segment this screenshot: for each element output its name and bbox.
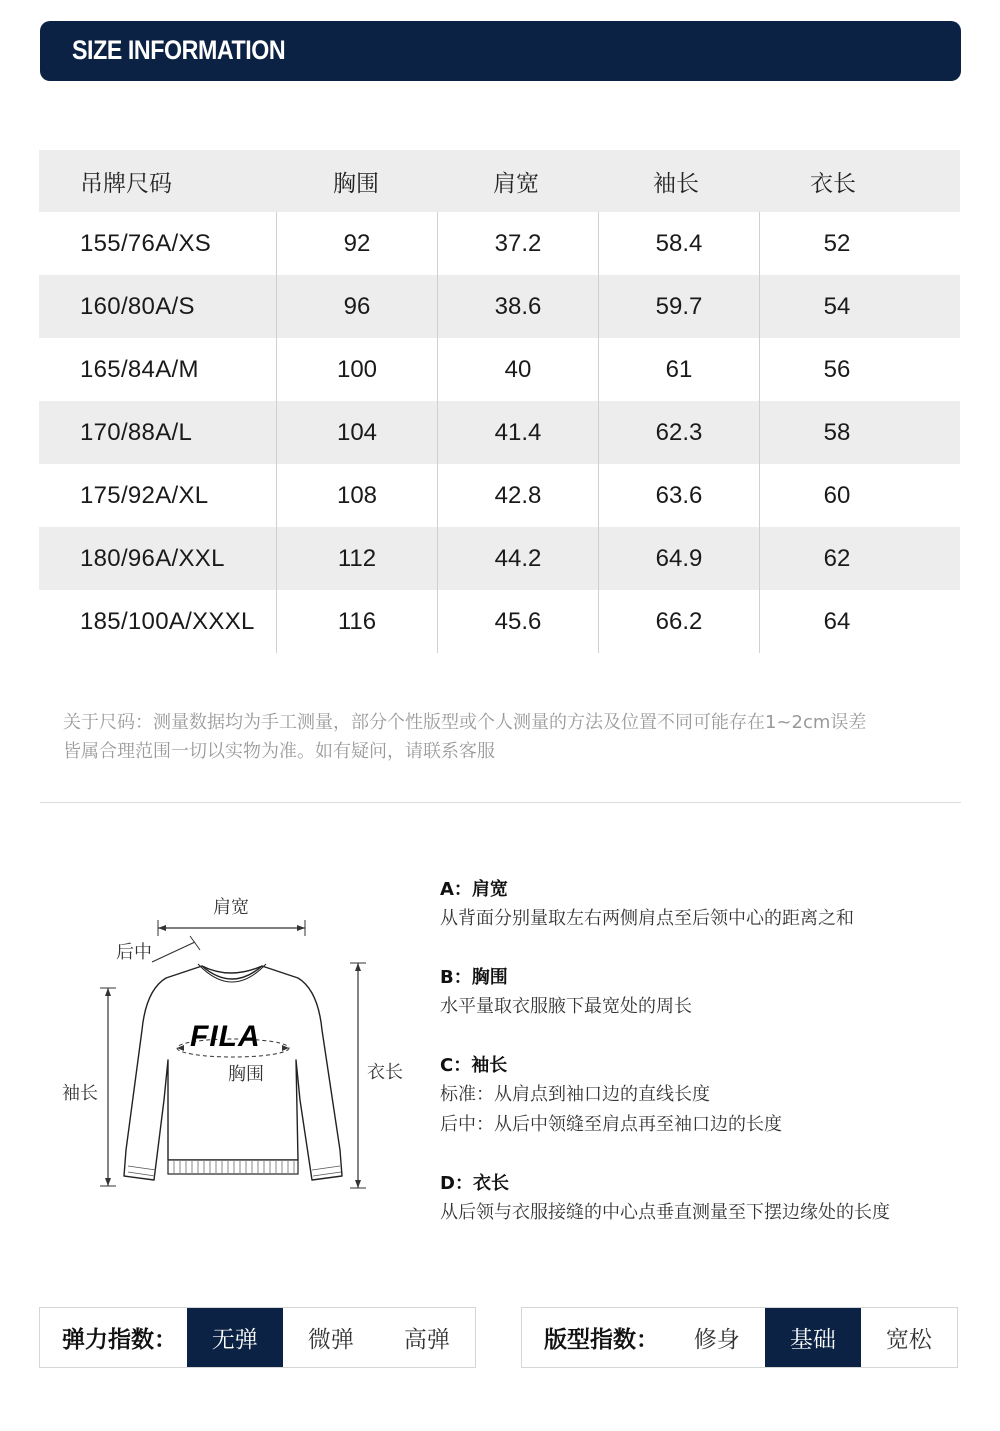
fit-label: 版型指数： xyxy=(544,1327,659,1353)
definition-shoulder xyxy=(440,876,980,934)
definition-length xyxy=(440,1170,980,1228)
table-row xyxy=(39,338,960,401)
cell-chest: 112 xyxy=(276,527,437,590)
cell-length: 60 xyxy=(759,464,914,527)
divider xyxy=(40,802,961,803)
cell-size: 180/96A/XXL xyxy=(80,544,225,572)
fit-index xyxy=(521,1307,958,1368)
elasticity-label: 弹力指数： xyxy=(62,1327,177,1353)
cell-size: 160/80A/S xyxy=(80,292,195,320)
cell-shoulder: 42.8 xyxy=(437,464,598,527)
fit-option-slim[interactable]: 修身 xyxy=(693,1327,740,1353)
cell-sleeve: 63.6 xyxy=(598,464,759,527)
note-line-2: 皆属合理范围一切以实物为准。如有疑问，请联系客服 xyxy=(63,741,495,762)
note-line-1: 关于尺码：测量数据均为手工测量，部分个性版型或个人测量的方法及位置不同可能存在1~2cm误差 xyxy=(63,712,867,733)
definition-sleeve xyxy=(440,1052,980,1140)
definition-chest xyxy=(440,964,980,1022)
definition-title: A：肩宽 xyxy=(440,879,508,900)
cell-shoulder: 37.2 xyxy=(437,212,598,275)
cell-sleeve: 66.2 xyxy=(598,590,759,653)
cell-chest: 104 xyxy=(276,401,437,464)
elasticity-index xyxy=(39,1307,476,1368)
cell-shoulder: 38.6 xyxy=(437,275,598,338)
elasticity-option-none[interactable]: 无弹 xyxy=(187,1308,283,1367)
cell-size: 165/84A/M xyxy=(80,355,199,383)
diagram-label-length: 衣长 xyxy=(367,1062,403,1083)
cell-shoulder: 41.4 xyxy=(437,401,598,464)
cell-chest: 92 xyxy=(276,212,437,275)
diagram-label-back-center: 后中 xyxy=(116,942,152,963)
definition-title: D：衣长 xyxy=(440,1173,509,1194)
cell-sleeve: 58.4 xyxy=(598,212,759,275)
definition-title: B：胸围 xyxy=(440,967,508,988)
cell-chest: 96 xyxy=(276,275,437,338)
cell-shoulder: 45.6 xyxy=(437,590,598,653)
cell-shoulder: 44.2 xyxy=(437,527,598,590)
cell-length: 52 xyxy=(759,212,914,275)
header-cell-shoulder: 肩宽 xyxy=(493,170,539,197)
size-note xyxy=(63,708,963,766)
cell-length: 58 xyxy=(759,401,914,464)
cell-chest: 100 xyxy=(276,338,437,401)
cell-size: 170/88A/L xyxy=(80,418,193,446)
measurement-diagram xyxy=(50,880,420,1210)
fit-option-loose[interactable]: 宽松 xyxy=(885,1327,932,1353)
cell-length: 56 xyxy=(759,338,914,401)
header-cell-chest: 胸围 xyxy=(333,170,379,197)
table-header-row xyxy=(39,150,960,212)
table-row xyxy=(39,212,960,275)
header-cell-length: 衣长 xyxy=(810,170,856,197)
cell-chest: 116 xyxy=(276,590,437,653)
definition-text: 从后领与衣服接缝的中心点垂直测量至下摆边缘处的长度 xyxy=(440,1202,890,1223)
definition-title: C：袖长 xyxy=(440,1055,508,1076)
page-title: SIZE INFORMATION xyxy=(72,35,286,65)
cell-size: 175/92A/XL xyxy=(80,481,209,509)
diagram-label-logo: FILA xyxy=(190,1020,261,1053)
table-row xyxy=(39,527,960,590)
size-table xyxy=(39,150,960,653)
cell-length: 62 xyxy=(759,527,914,590)
definition-text: 从背面分别量取左右两侧肩点至后领中心的距离之和 xyxy=(440,908,854,929)
cell-length: 64 xyxy=(759,590,914,653)
elasticity-option-high[interactable]: 高弹 xyxy=(403,1327,450,1353)
cell-chest: 108 xyxy=(276,464,437,527)
definition-text: 水平量取衣服腋下最宽处的周长 xyxy=(440,996,692,1017)
definition-text: 后中：从后中领缝至肩点再至袖口边的长度 xyxy=(440,1114,782,1135)
header-bar xyxy=(40,21,961,81)
cell-sleeve: 64.9 xyxy=(598,527,759,590)
cell-shoulder: 40 xyxy=(437,338,598,401)
table-row xyxy=(39,590,960,653)
cell-size: 155/76A/XS xyxy=(80,229,212,257)
cell-sleeve: 61 xyxy=(598,338,759,401)
measurement-definitions xyxy=(440,876,980,1258)
diagram-label-sleeve: 袖长 xyxy=(62,1083,98,1104)
cell-sleeve: 62.3 xyxy=(598,401,759,464)
diagram-label-shoulder: 肩宽 xyxy=(213,897,249,918)
header-cell-sleeve: 袖长 xyxy=(653,170,699,197)
fit-option-regular[interactable]: 基础 xyxy=(765,1308,861,1367)
table-row xyxy=(39,464,960,527)
cell-size: 185/100A/XXXL xyxy=(80,607,255,635)
diagram-label-chest: 胸围 xyxy=(228,1064,264,1085)
definition-text: 标准：从肩点到袖口边的直线长度 xyxy=(440,1084,710,1105)
table-row xyxy=(39,275,960,338)
cell-sleeve: 59.7 xyxy=(598,275,759,338)
header-cell-size: 吊牌尺码 xyxy=(80,170,172,197)
table-row xyxy=(39,401,960,464)
cell-length: 54 xyxy=(759,275,914,338)
elasticity-option-slight[interactable]: 微弹 xyxy=(307,1327,354,1353)
